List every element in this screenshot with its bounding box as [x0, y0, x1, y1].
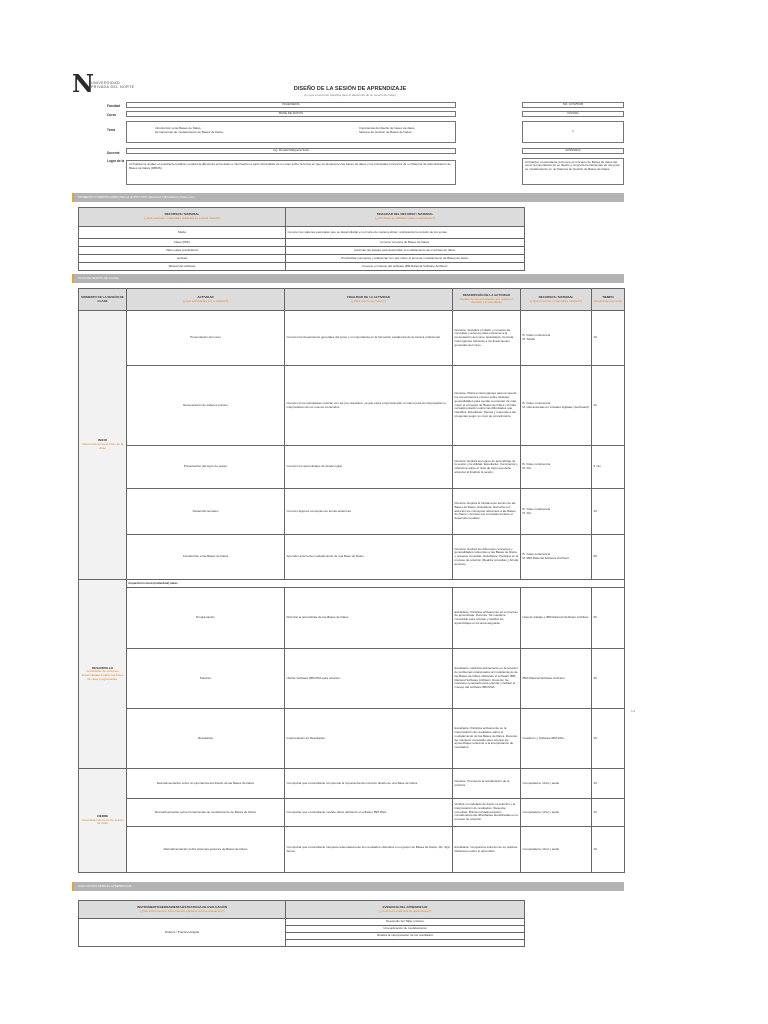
description-cell: Verifica el modelado de datos, la solución y la interpretación de resultados. Resuelve consultas. Brinda retroalimentación considerando las dificultades identificadas en el proceso de solución.	[453, 799, 521, 827]
resources-header	[521, 289, 592, 311]
purpose-cell: Conocer el manejo del software IBM Rational Software Architect.	[286, 263, 525, 271]
resources-cell: Computadora, Chat y audio	[521, 799, 592, 827]
purpose-cell: Interpretación de Resultados	[285, 709, 453, 769]
description-cell: Docente: Socializa el sílabo y resuelve las consultas y antes la clase referente a la presentación del curso. Estudiante: Formula interrogantes referente a los lineamientos generales del curso.	[453, 311, 521, 366]
moment-cierre-title: CIERRE	[96, 813, 109, 818]
description-cell: Docente: Explica los logros de aprendizaje de la sesión y la utilidad. Estudiante: Comprende y reflexiona sobre el nivel de logro que debe alcanzar al finalizar la sesión.	[453, 446, 521, 489]
resources-cell: Cuaderno y Software IBM RSA	[521, 709, 592, 769]
page-title: DISEÑO DE LA SESIÓN DE APRENDIZAJE	[293, 86, 407, 92]
purpose-cell: Conocer la teoría de Bases de Datos.	[286, 239, 525, 247]
moment-inicio-sub: Videoconferencia el inicio de la clase	[81, 442, 124, 450]
logo-letter: N	[72, 69, 94, 98]
resources-col-sub: (¿Qué recursos / materiales publicará en el Aula Virtual?)	[143, 216, 221, 220]
activity-header-title: ACTIVIDAD	[197, 294, 214, 299]
purpose-cell: Conocer los saberes esenciales que se desarrollarán en el curso de manera eficaz, anticipando la revisión de los temas.	[286, 227, 525, 239]
description-cell: Docente: Promueve la socialización de la práctica.	[453, 769, 521, 799]
time-cell: 15	[592, 709, 625, 769]
description-cell: Docente: Plantea interrogantes para recuperar los conocimientos previos sobre distintas generalidades para ayudar a entender de más mejor el concepto de Bases de Datos y brinda retroalimentación sobre las dificultades que identifica. Estudiante: Piensa y responde a las preguntas según su nivel de conocimiento.	[453, 366, 521, 446]
evidence-col-title: EVIDENCIA DEL APRENDIZAJE	[382, 904, 428, 909]
description-cell: Estudiante: Participa activamente en la interpretación de resultados sobre el modelamiento de las Bases de Datos. Docente: Se mantiene conectado para orientar los aprendizajes referente a la interpretación de resultados.	[453, 709, 521, 769]
resources-table	[78, 207, 525, 271]
time-cell: 45	[592, 649, 625, 709]
resources-cell: B. Video conferencia M. Ppt	[521, 446, 592, 489]
description-cell: Estudiante: participa activamente en la solución de problemas relacionados al modelamiento de las Bases de Datos utilizando el software IBM Rational Software Architect. Docente: Se mantiene conectado para orientar y facilitar el manejo del software IBM RSA.	[453, 649, 521, 709]
time-cell: 10	[592, 769, 625, 799]
activity-cell: Solución	[127, 649, 285, 709]
purpose-col-header	[286, 208, 525, 227]
resource-cell: Manual del software	[79, 263, 286, 271]
time-header-title: TIEMPO	[602, 294, 614, 299]
resources-header-title: RECURSOS / MATERIAL	[538, 294, 574, 299]
resource-cell: Video clase (explicativo)	[79, 247, 286, 255]
activity-header-sub: (¿Qué actividades voy a realizar?)	[182, 298, 229, 303]
activity-cell: Resultados	[127, 709, 285, 769]
code-field: CIS3021	[522, 111, 624, 117]
evidence-cell	[286, 940, 525, 947]
activity-cell: Desarrollo temático	[127, 489, 285, 535]
activity-cell: Presentación del curso	[127, 311, 285, 366]
tema-left: Introducción a las Bases de Datos. Herramientas de modelamiento de Bases de Datos.	[155, 126, 224, 134]
purpose-header-sub: (¿Para qué lo voy hacer?)	[351, 298, 386, 303]
resources-header-sub: (¿Qué recursos o materiales utilizaré?)	[530, 298, 582, 303]
moment-desarrollo-title: DESARROLLO	[92, 665, 113, 670]
activity-cell: Retroalimentación sobre sistemas gestores de Bases de Datos	[127, 827, 285, 873]
section-band-resources: MOMENTO CURRICULARES (Videos de PPT, PDF, Recursos Informativos, Fotos, etc.)	[72, 193, 624, 202]
moment-desarrollo	[79, 580, 127, 769]
description-cell: Estudiante: Compara la solución de su práctica. Reflexiona sobre lo aprendido.	[453, 827, 521, 873]
unit-field: 1	[522, 121, 624, 143]
description-cell: Estudiante: Participa activamente en el proceso de aprendizaje. Docente: Se mantiene conectado para orientar y facilitar los aprendizajes en la tarea asignada.	[453, 588, 521, 649]
section-band-evaluation: EVALUACIÓN PARA EL APRENDIZAJE	[72, 882, 624, 891]
purpose-cell: Comprobar que el estudiante interprete adecuadamente los resultados obtenidos en el gestor de Bases de Datos, Ms. SQL Server.	[285, 827, 453, 873]
logro-right-field: Al finalizar, el estudiante reconoce el concepto de Bases de datos así como la importancia de su diseño y compara herramientas de uso para su modelamiento en un Sistema de Gestión de Bases de Datos.	[522, 158, 624, 185]
description-header-title: DESCRIPCIÓN DE LA ACTIVIDAD	[462, 292, 511, 297]
resources-cell: B. Video conferencia M. Herramientas en virtuales digitales (Jamboard)	[521, 366, 592, 446]
resources-cell: Computadora, Chat y audio	[521, 769, 592, 799]
resource-cell: Sílabo	[79, 227, 286, 239]
session-plan-table	[78, 288, 625, 873]
tema-field	[126, 121, 456, 143]
description-cell: Docente: Explica el fundamento teórico de las Bases de Datos. Estudiante: Escucha con atención los conceptos referentes a las Bases de Datos y formula sus consultas durante el desarrollo temático.	[453, 489, 521, 535]
purpose-cell: Conocer los aprendizajes de dónde lograr	[285, 446, 453, 489]
docente-field: Ing. Ronald Malgueta Solis	[126, 148, 456, 154]
curso-field: BASE DE DATOS	[126, 111, 456, 117]
activity-header	[127, 289, 285, 311]
facultad-label: Facultad	[107, 104, 121, 108]
purpose-header	[285, 289, 453, 311]
purpose-cell: Conocer si los estudiantes cuentan con los pre-requisitos, ya que estos proporcionarán el marco para la interpretación e interpretación de los nuevos contenidos	[285, 366, 453, 446]
date-field: 02/09/2022	[522, 148, 624, 154]
purpose-cell: Comprobar que el estudiante comprende la importancia del correcto diseño de una Base de Datos.	[285, 769, 453, 799]
activity-cell: Presentación del logro de sesión	[127, 446, 285, 489]
description-header	[453, 289, 521, 311]
purpose-cell: Conocer algunos conceptos de temas anteriores	[285, 489, 453, 535]
resource-cell: Clase (PDF)	[79, 239, 286, 247]
purpose-header-title: FINALIDAD DE LA ACTIVIDAD	[347, 294, 390, 299]
evaluation-table	[78, 900, 525, 947]
purpose-cell: Conocer los lineamientos generales del curso y su importancia en la formación académica de la carrera profesional	[285, 311, 453, 366]
description-cell: Docente: Explica los diferentes conceptos y generalidades referentes a las Bases de Datos y resuelve consultas. Estudiante: Participa en el proceso de solución (Realiza consultas y brinda aportes).	[453, 535, 521, 580]
time-cell: 10	[592, 827, 625, 873]
evidence-col-sub: (¿Cuál es la evidencia de aprendizaje?)	[378, 908, 432, 913]
resources-cell: B. Video conferencia M. Sílabo	[521, 311, 592, 366]
moment-cierre-sub: Actividades de cierre de sesión de clase	[81, 817, 124, 826]
resource-cell: podcast	[79, 255, 286, 263]
page-number: 1/4	[631, 709, 636, 713]
purpose-col-sub: (¿Con fines se utilizarán para el estudiante?)	[375, 216, 435, 220]
resources-col-header	[79, 208, 286, 227]
purpose-cell: Aprender las etapas para desarrollar el modelamiento de una base de datos.	[286, 247, 525, 255]
curso-label: Curso	[107, 113, 117, 117]
purpose-cell: Aprender acerca del modelamiento de una Base de Datos	[285, 535, 453, 580]
activity-cell: Introducción a las Bases de Datos	[127, 535, 285, 580]
activity-cell: Programación	[127, 588, 285, 649]
instrument-col-sub: (¿Qué instrumento o herramientas aplicará para la evaluación?)	[139, 908, 225, 913]
section-band-plan: PLAN DE SESIÓN DE CLASE	[72, 274, 624, 283]
time-cell: 08	[592, 535, 625, 580]
time-header	[592, 289, 625, 311]
time-cell: 10	[592, 366, 625, 446]
moment-cierre	[79, 769, 127, 873]
time-cell: 10	[592, 311, 625, 366]
page-subtitle: (Lo que el docente planifica para el desarrollo de su sesión de clase)	[304, 93, 396, 97]
time-cell: 10	[592, 489, 625, 535]
time-header-sub: Minutos de ejecución	[593, 298, 623, 303]
evidence-cell: Realiza la interpretación de los resultados	[286, 933, 525, 940]
facultad-field: INGENIERÍA	[126, 102, 456, 108]
moment-desarrollo-sub: Actividades de sesiones desarrolladas durante las fases de clase programadas.	[81, 669, 124, 681]
logro-field: Al finalizar la unidad, el estudiante localiza y explica la diferencia entre datos e información a partir del análisis de un caso sobre la forma en que se almacenan las bases de datos y los principales funciones de un Sistema de Administración de Bases de Datos (DBMS).	[126, 160, 456, 185]
purpose-col-title: FINALIDAD DEL RECURSO / MATERIAL	[376, 212, 434, 217]
tema-label: Tema	[107, 128, 116, 132]
time-cell: 5 min	[592, 446, 625, 489]
instrument-col-title: INSTRUMENTO/HERRAMIENTA/ESTRATEGIA DE EVALUACIÓN	[136, 904, 227, 909]
evidence-cell: Una aplicación de modelamiento	[286, 926, 525, 933]
logo-text: UNIVERSIDAD PRIVADA DEL NORTE	[91, 81, 135, 90]
purpose-cell: Comprobar que el estudiante modele datos utilizando el software IBM RSA.	[285, 799, 453, 827]
instrument-col-header	[79, 901, 286, 919]
resources-col-title: RECURSOS / MATERIAL	[164, 212, 200, 217]
description-header-sub: Detalle de las actividades que realiza el docente y el estudiante	[460, 296, 513, 305]
desarrollo-note: Impartición tema (individual) aleas	[127, 580, 625, 588]
tema-right: Importancia del diseño de bases de datos. Sistema de Gestión de Bases de Datos.	[359, 126, 416, 134]
logro-label: Logro de la	[107, 159, 125, 163]
time-cell: 60	[592, 588, 625, 649]
activity-cell: Recuperación de saberes previos	[127, 366, 285, 446]
moment-inicio-title: INICIO	[97, 438, 108, 443]
docente-label: Docente	[107, 151, 120, 155]
time-cell: 10	[592, 799, 625, 827]
resources-cell: IBM Rational Software Architect	[521, 649, 592, 709]
university-logo	[72, 69, 135, 98]
resources-cell: Computadora, Chat y audio	[521, 827, 592, 873]
activity-cell: Retroalimentación sobre herramientas de modelamiento de Bases de Datos	[127, 799, 285, 827]
nro-field: NO. 1072/5345	[522, 102, 624, 108]
resources-cell: B. Video conferencia M. Ppt	[521, 489, 592, 535]
instrument-cell: Rúbrica / Práctica dirigida	[79, 919, 286, 947]
evidence-cell: Desarrollo del Taller práctico	[286, 919, 525, 926]
purpose-cell: Reforzar el aprendizaje de las Bases de Datos	[285, 588, 453, 649]
resources-cell: B. Video conferencia M. IBM Rational Software Architect	[521, 535, 592, 580]
moment-inicio	[79, 311, 127, 580]
purpose-cell: Profundizar conceptos y reflexionar con tips sobre el tema de modelamiento de Bases de datos.	[286, 255, 525, 263]
moment-header: MOMENTO DE LA SESIÓN DE CLASE	[79, 289, 127, 311]
purpose-cell: Utilizar Software IBM RSA para solución	[285, 649, 453, 709]
resources-cell: Hoja de trabajo e IBM Rational Software Architect	[521, 588, 592, 649]
activity-cell: Retroalimentación sobre la importancia del diseño de las Bases de Datos	[127, 769, 285, 799]
evidence-col-header	[286, 901, 525, 919]
